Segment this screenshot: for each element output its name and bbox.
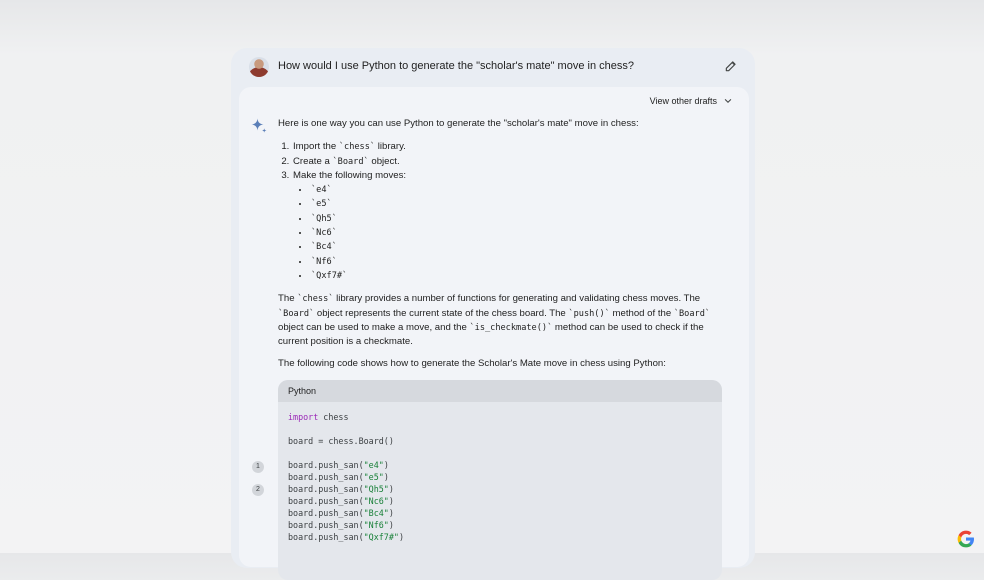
code-string: "Nc6" bbox=[363, 496, 389, 506]
code-text: ) bbox=[383, 460, 389, 470]
move-item: • `Qh5` bbox=[310, 212, 728, 226]
move-item: • `e5` bbox=[310, 197, 728, 211]
sparkle-icon bbox=[250, 117, 268, 135]
code-text: board.push_san( bbox=[288, 460, 364, 470]
user-avatar bbox=[249, 57, 269, 77]
step-text: Make the following moves: bbox=[293, 169, 407, 181]
steps-list bbox=[278, 140, 728, 283]
code-text: ) bbox=[388, 484, 394, 494]
step-text: Import the bbox=[293, 141, 339, 153]
code-string: "Bc4" bbox=[363, 508, 389, 518]
code-language-label: Python bbox=[278, 380, 722, 402]
inline-code: `is_checkmate()` bbox=[469, 322, 553, 333]
code-line bbox=[288, 484, 394, 494]
code-block[interactable] bbox=[278, 380, 722, 580]
code-text: board.push_san( bbox=[288, 520, 364, 530]
code-intro: The following code shows how to generate the Scholar's Mate move in chess using Python: bbox=[278, 358, 666, 370]
para-text: object can be used to make a move, and the bbox=[278, 321, 470, 333]
code-text: ) bbox=[388, 520, 394, 530]
code-line bbox=[288, 508, 394, 518]
move-item: • `Qxf7#` bbox=[310, 269, 728, 283]
move-item: • `Nc6` bbox=[310, 226, 728, 240]
code-text: ) bbox=[388, 508, 394, 518]
step-item bbox=[292, 169, 728, 283]
code-text: board.push_san( bbox=[288, 484, 364, 494]
moves-list bbox=[293, 183, 728, 283]
inline-code: `Board` bbox=[278, 308, 315, 319]
code-text: ) bbox=[388, 496, 394, 506]
code-string: "e4" bbox=[363, 460, 384, 470]
inline-code: `chess` bbox=[297, 294, 334, 305]
para-text: library provides a number of functions for generating and validating chess moves. The bbox=[333, 293, 701, 305]
code-line: board = chess.Board() bbox=[288, 436, 394, 446]
move-item: • `Bc4` bbox=[310, 240, 728, 254]
view-drafts-label: View other drafts bbox=[649, 96, 717, 106]
move-item: • `Nf6` bbox=[310, 255, 728, 269]
inline-code: `Board` bbox=[332, 156, 369, 167]
code-line bbox=[288, 412, 349, 422]
inline-code: `chess` bbox=[338, 142, 376, 153]
code-string: "e5" bbox=[363, 472, 384, 482]
view-other-drafts-button[interactable] bbox=[650, 96, 733, 106]
step-text: library. bbox=[375, 141, 406, 153]
para-text: object represents the current state of the chess board. The bbox=[314, 307, 569, 319]
step-text: object. bbox=[368, 155, 400, 167]
chevron-down-icon bbox=[723, 96, 733, 106]
code-keyword: import bbox=[288, 412, 319, 422]
response-content bbox=[278, 117, 728, 372]
para-text: The bbox=[278, 293, 298, 305]
line-number: 1 bbox=[252, 461, 264, 473]
step-item bbox=[292, 140, 728, 154]
inline-code: `Board` bbox=[673, 308, 711, 319]
code-text: ) bbox=[383, 472, 389, 482]
prompt-text: How would I use Python to generate the "scholar's mate" move in chess? bbox=[278, 60, 634, 72]
response-intro: Here is one way you can use Python to generate the "scholar's mate" move in chess: bbox=[278, 118, 639, 129]
code-line bbox=[288, 520, 394, 530]
code-text: board.push_san( bbox=[288, 496, 364, 506]
code-text: board.push_san( bbox=[288, 532, 364, 542]
code-string: "Qxf7#" bbox=[363, 532, 399, 542]
google-logo-icon bbox=[956, 529, 976, 549]
conversation-card bbox=[231, 48, 755, 568]
line-number: 2 bbox=[252, 484, 264, 496]
code-line bbox=[288, 532, 404, 542]
step-item bbox=[292, 155, 728, 169]
code-line bbox=[288, 472, 389, 482]
pencil-icon[interactable] bbox=[724, 59, 738, 73]
code-line bbox=[288, 496, 394, 506]
inline-code: `push()` bbox=[568, 308, 610, 319]
code-string: "Qh5" bbox=[363, 484, 389, 494]
user-prompt bbox=[231, 48, 755, 86]
code-text: chess bbox=[318, 412, 349, 422]
explanation-paragraph bbox=[278, 292, 728, 349]
para-text: method of the bbox=[609, 307, 674, 319]
step-text: Create a bbox=[293, 155, 333, 167]
move-item: • `e4` bbox=[310, 183, 728, 197]
code-string: "Nf6" bbox=[363, 520, 389, 530]
code-text: board.push_san( bbox=[288, 472, 364, 482]
code-text: board.push_san( bbox=[288, 508, 364, 518]
code-line bbox=[288, 460, 389, 470]
code-text: ) bbox=[398, 532, 404, 542]
para-text: method can be used to check if the current position is a checkmate. bbox=[278, 321, 704, 348]
response-panel bbox=[239, 87, 749, 567]
